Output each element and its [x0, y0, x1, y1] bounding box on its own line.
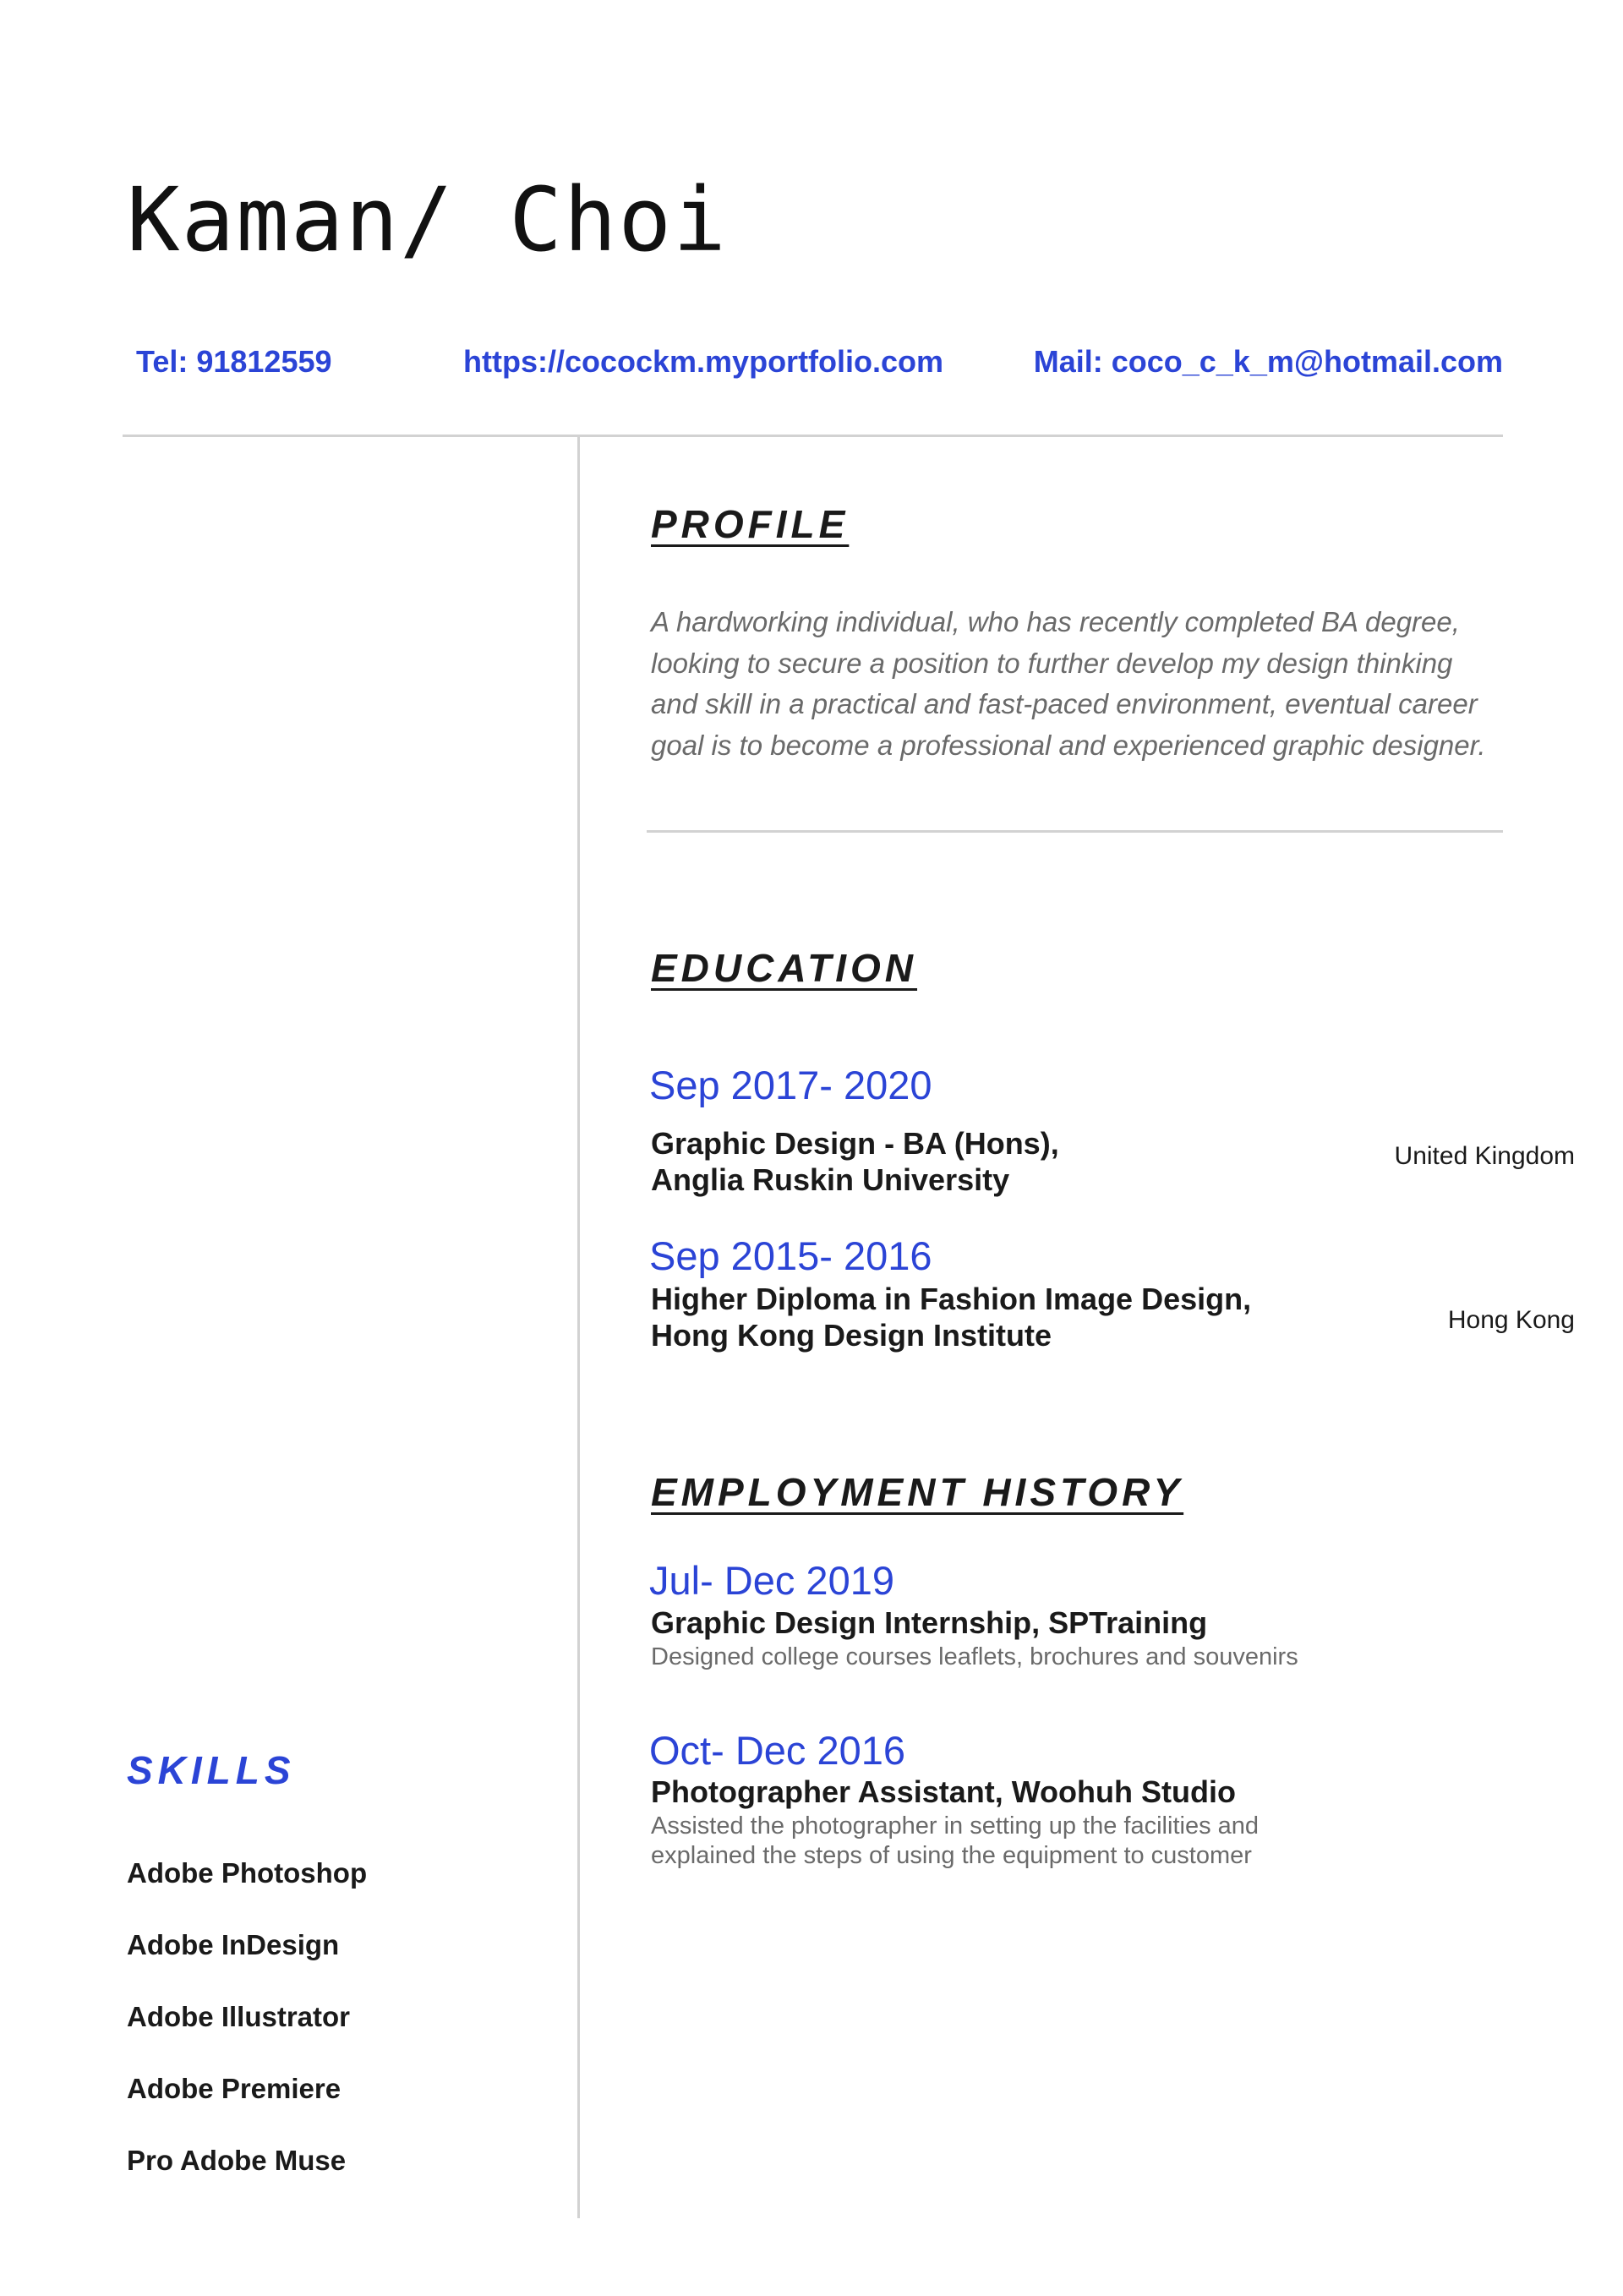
- education-degree: Graphic Design - BA (Hons),: [651, 1126, 1059, 1161]
- candidate-name: Kaman/ Choi: [127, 168, 728, 271]
- employment-title: Graphic Design Internship, SPTraining: [651, 1605, 1208, 1640]
- employment-heading: EMPLOYMENT HISTORY: [651, 1470, 1184, 1514]
- employment-date: Oct- Dec 2016: [649, 1728, 906, 1773]
- education-degree: Higher Diploma in Fashion Image Design,: [651, 1282, 1252, 1316]
- portfolio-link[interactable]: https://cocockm.myportfolio.com: [463, 344, 944, 379]
- phone-number: Tel: 91812559: [136, 344, 332, 379]
- profile-text: A hardworking individual, who has recently completed BA degree, looking to secure a position to further develop my design thinking and skill in a practical and fast-paced environment, eventual career goal is to become a professional and experienced graphic designer.: [651, 606, 1486, 761]
- profile-heading: PROFILE: [651, 502, 850, 546]
- column-divider: [577, 435, 580, 2218]
- skill-item: Adobe Premiere: [127, 2073, 342, 2104]
- header-divider: [123, 435, 1503, 437]
- education-heading: EDUCATION: [651, 946, 918, 990]
- skills-heading: SKILLS: [127, 1748, 296, 1792]
- education-date: Sep 2017- 2020: [649, 1063, 932, 1107]
- employment-description: Assisted the photographer in setting up the facilities and: [651, 1812, 1260, 1840]
- skill-item: Adobe Illustrator: [127, 2001, 351, 2032]
- skill-item: Adobe InDesign: [127, 1929, 340, 1960]
- education-date: Sep 2015- 2016: [649, 1233, 932, 1278]
- employment-description: explained the steps of using the equipment to customer: [651, 1842, 1252, 1869]
- education-location: United Kingdom: [1394, 1142, 1575, 1170]
- skill-item: Adobe Photoshop: [127, 1857, 368, 1889]
- employment-date: Jul- Dec 2019: [649, 1558, 894, 1603]
- skill-item: Pro Adobe Muse: [127, 2145, 347, 2176]
- email-address[interactable]: Mail: coco_c_k_m@hotmail.com: [1033, 344, 1503, 379]
- education-institution: Hong Kong Design Institute: [651, 1318, 1052, 1353]
- education-location: Hong Kong: [1447, 1306, 1575, 1334]
- education-institution: Anglia Ruskin University: [651, 1162, 1010, 1197]
- employment-description: Designed college courses leaflets, brochures and souvenirs: [651, 1643, 1298, 1670]
- profile-divider: [647, 830, 1503, 833]
- employment-title: Photographer Assistant, Woohuh Studio: [651, 1774, 1236, 1809]
